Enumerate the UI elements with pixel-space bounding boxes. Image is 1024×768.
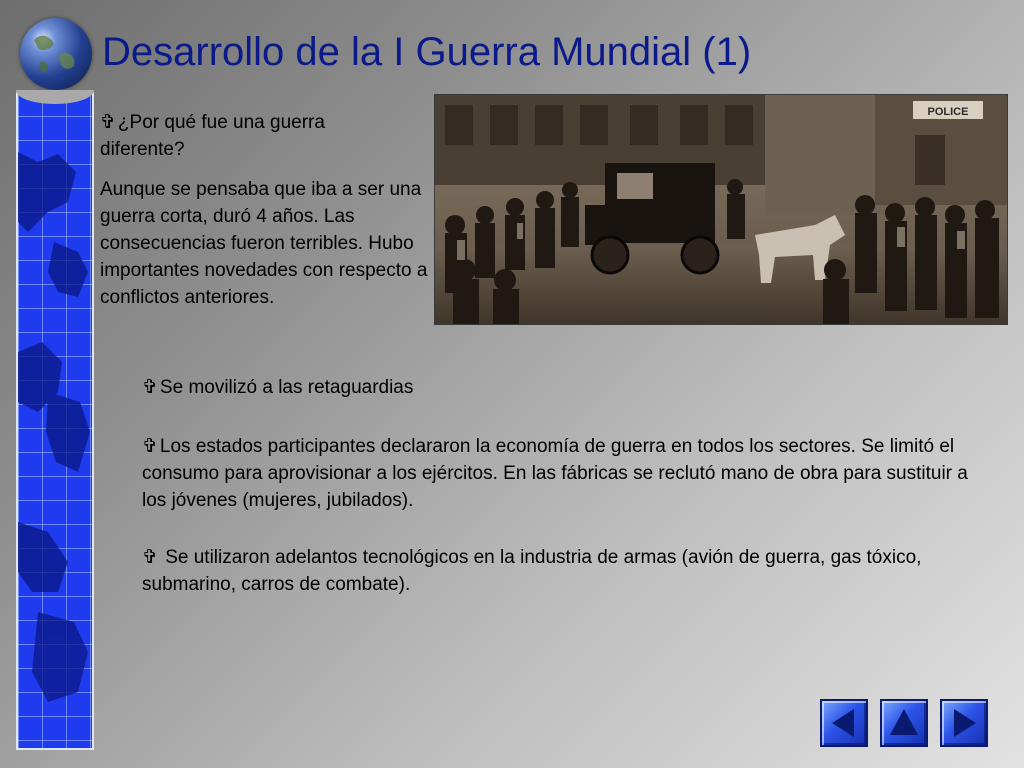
cross-bullet-icon: ✞ [142,435,158,457]
point-1-text: Se movilizó a las retaguardias [159,377,414,398]
first-slide-button[interactable] [880,699,928,747]
intro-question-text: ¿Por qué fue una guerra diferente? [100,112,325,160]
slide-title: Desarrollo de la I Guerra Mundial (1) [102,30,752,74]
cross-bullet-icon: ✞ [100,111,116,133]
point-2 [142,433,992,514]
point-3-text: Se utilizaron adelantos tecnológicos en la industria de armas (avión de guerra, gas tóxico, submarino, carros de combate). [142,547,922,595]
previous-slide-button[interactable] [820,699,868,747]
triangle-right-icon [942,701,986,745]
next-slide-button[interactable] [940,699,988,747]
point-1 [142,374,942,401]
intro-paragraph: Aunque se pensaba que iba a ser una guerra corta, duró 4 años. Las consecuencias fueron terribles. Hubo importantes novedades con respecto a conflictos anteriores. [100,179,428,308]
cross-bullet-icon: ✞ [142,546,158,568]
triangle-left-icon [822,701,866,745]
triangle-up-icon [882,701,926,745]
historic-street-photo [434,94,1008,325]
police-sign: POLICE [927,106,969,118]
cross-bullet-icon: ✞ [142,376,158,398]
map-strip-decoration [16,92,94,750]
globe-icon [20,18,92,90]
point-2-text: Los estados participantes declararon la economía de guerra en todos los sectores. Se limitó el consumo para aprovisionar a los ejércitos. En las fábricas se reclutó mano de obra para sustituir a los jóvenes (mujeres, jubilados). [142,436,968,511]
point-3 [142,544,992,598]
intro-question [100,109,390,163]
